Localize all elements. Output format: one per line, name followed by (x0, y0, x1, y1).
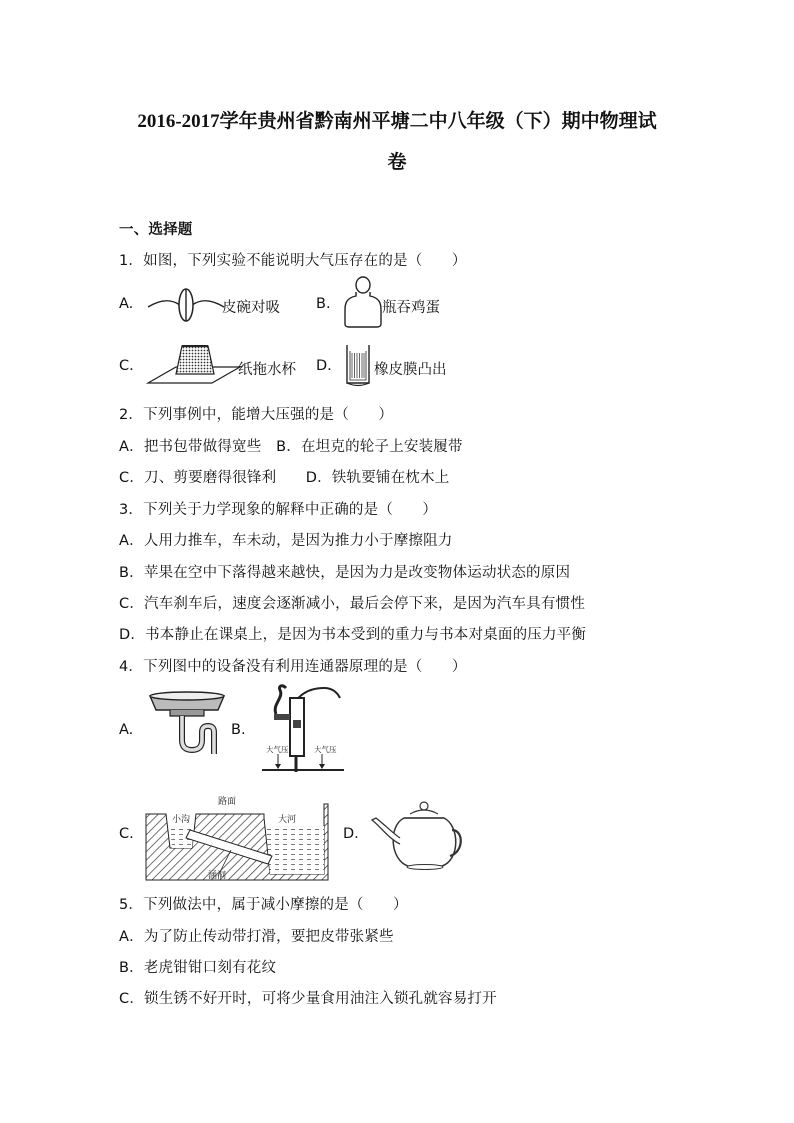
culvert-label: 涵洞 (208, 871, 227, 881)
paper-cup-figure (146, 340, 242, 386)
q1-option-b-text: 瓶吞鸡蛋 (382, 300, 440, 316)
ditch-label: 小沟 (172, 815, 191, 825)
road-surface-label: 路面 (218, 797, 237, 807)
q1-option-d-text: 橡皮膜凸出 (374, 362, 447, 378)
atmospheric-pressure-label-right: 大气压 (314, 745, 337, 754)
teapot-figure (368, 796, 464, 872)
q2-stem: 2．下列事例中，能增大压强的是（ ） (119, 407, 394, 423)
river-label: 大河 (278, 815, 297, 825)
q4-option-c-label: C. (119, 826, 134, 842)
q1-option-a-label: A. (119, 296, 134, 312)
atmospheric-pressure-label-left: 大气压 (266, 745, 289, 754)
q4-option-a-label: A. (119, 722, 134, 738)
document-title-line1: 2016-2017学年贵州省黔南州平塘二中八年级（下）期中物理试 (137, 111, 657, 132)
q1-stem: 1．如图，下列实验不能说明大气压存在的是（ ） (119, 253, 467, 269)
q1-option-b-label: B. (316, 296, 331, 312)
q1-option-c-text: 纸拖水杯 (238, 362, 296, 378)
q1-option-a-text: 皮碗对吸 (222, 300, 280, 316)
q2-options-row2: C．刀、剪要磨得很锋利 D．铁轨要铺在枕木上 (119, 470, 450, 486)
q3-stem: 3．下列关于力学现象的解释中正确的是（ ） (119, 502, 438, 518)
q5-option-b: B．老虎钳钳口刻有花纹 (119, 960, 277, 976)
sink-drain-figure (146, 690, 230, 756)
section-heading: 一、选择题 (119, 222, 193, 238)
q5-stem: 5．下列做法中，属于减小摩擦的是（ ） (119, 897, 408, 913)
q3-option-a: A．人用力推车，车未动，是因为推力小于摩擦阻力 (119, 533, 453, 549)
q3-option-c: C．汽车刹车后，速度会逐渐减小，最后会停下来，是因为汽车具有惯性 (119, 596, 586, 612)
q5-option-c: C．锁生锈不好开时，可将少量食用油注入锁孔就容易打开 (119, 991, 497, 1007)
document-title-line2: 卷 (387, 152, 407, 173)
q5-option-a: A．为了防止传动带打滑，要把皮带张紧些 (119, 929, 394, 945)
q1-option-c-label: C. (119, 358, 134, 374)
q4-option-b-label: B. (231, 722, 246, 738)
q1-option-d-label: D. (316, 358, 332, 374)
q4-stem: 4．下列图中的设备没有利用连通器原理的是（ ） (119, 659, 467, 675)
suction-cups-figure (146, 285, 226, 325)
rubber-membrane-tube-figure (343, 343, 373, 387)
bottle-egg-figure (344, 276, 382, 328)
q3-option-b: B．苹果在空中下落得越来越快，是因为力是改变物体运动状态的原因 (119, 565, 571, 581)
q2-options-row1: A．把书包带做得宽些 B．在坦克的轮子上安装履带 (119, 439, 463, 455)
q3-option-d: D．书本静止在课桌上，是因为书本受到的重力与书本对桌面的压力平衡 (119, 627, 587, 643)
culvert-figure (146, 792, 328, 880)
water-pump-figure (262, 684, 344, 774)
q4-option-d-label: D. (343, 826, 359, 842)
